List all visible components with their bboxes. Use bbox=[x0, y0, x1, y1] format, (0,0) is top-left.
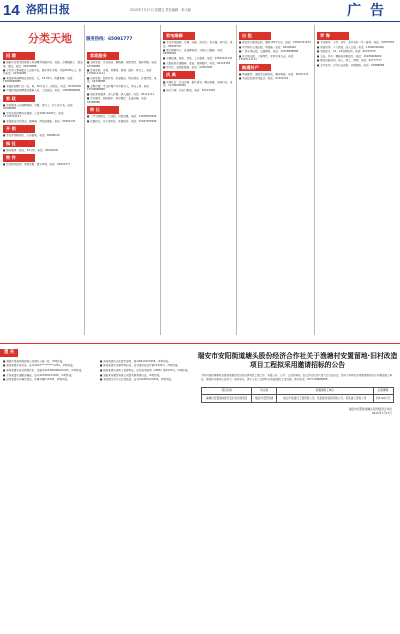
list-item: ■ 洁美家政：专业保洁、擦玻璃、地毯清洗、瓷砖美缝。电话：63358888 bbox=[87, 61, 159, 68]
column-5 bbox=[317, 30, 398, 340]
column-1 bbox=[3, 50, 83, 340]
category-heading: 转 让 bbox=[87, 106, 119, 114]
list-item: ■ 洛阳市某某商贸有限公司遗失公章一枚，声明作废。 bbox=[3, 359, 65, 363]
list-item: ■ 家佳家政：月嫂、育婴师、保姆、陪护、钟点工。电话：13949111111 bbox=[87, 69, 154, 76]
list-item: ■ 专业家电维修：空调、冰箱、洗衣机、热水器、燃气灶。电话：65095555 bbox=[163, 41, 233, 48]
tender-notice bbox=[195, 338, 400, 634]
category-heading: 招 聘 bbox=[3, 52, 35, 60]
notice-table bbox=[201, 387, 394, 403]
notice-title: 瑞安市安阳街道塘头股份经济合作社关于渔塘村安置留地·旧村改造项目工程拟采用邀请招标的公告 bbox=[197, 352, 398, 370]
list-item: ■ 金牌月嫂：专业护理产妇及新生儿，持证上岗。电话：15538888888 bbox=[87, 84, 152, 92]
table-row bbox=[202, 395, 394, 403]
list-item: ■ 二手空调转让，九成新，价格优惠。电话：13838383838 bbox=[87, 115, 157, 119]
list-item: ■ 平城经销商招聘售后维修人员，工资面议。电话：13608888888 bbox=[3, 89, 81, 93]
table-cell: 浙江中某建设工程有限公司、某某建设集团有限公司、某某建工有限公司 bbox=[277, 395, 374, 403]
divider bbox=[314, 25, 315, 335]
list-item: ■ 驾校招生：C1、C2驾照培训。电话：65333333 bbox=[317, 50, 376, 54]
category-heading: 开 锁 bbox=[3, 125, 35, 133]
banner-phone: 服务热线：65091777 bbox=[86, 37, 133, 42]
list-item: ■ 联合维修中心：各品牌电视、空调上门维修。电话：63889999 bbox=[163, 49, 225, 56]
category-heading: 学 海 bbox=[317, 32, 349, 40]
list-item: ■ 洛阳市正星清洗有限公司诚聘清洗操作员、安装、空调维修工、保洁等，面议。电话：65258888 bbox=[3, 61, 83, 68]
list-item: ■ 写字楼办公室出租，带装修。电话：65000000 bbox=[239, 45, 296, 49]
table-header: 所在地 bbox=[252, 387, 277, 395]
newspaper-name: 洛阳日报 bbox=[26, 3, 70, 16]
list-item: ■ 某某商场诚聘营业员数名，女，18-35岁，待遇优厚，电话：13838888888 bbox=[3, 76, 75, 84]
table-cell: 渔塘村安置留地建设及旧村改造项目 bbox=[202, 395, 252, 403]
list-item: ■ 杨某某遗失国有土地使用证，证号洛市国用（2008）第0123号，声明作废。 bbox=[100, 369, 191, 373]
category-heading: 殡 仪 bbox=[3, 140, 35, 148]
category-heading: 出 租 bbox=[239, 32, 271, 40]
lost-list bbox=[0, 357, 195, 627]
list-item: ■ 住宅楼出租，三室两厅，家具家电齐全。电话：13525111111 bbox=[239, 54, 296, 62]
list-item: ■ 宁宇家入事诚招业人员若干名，要求男女不限，月薪3500以上，联系电话：62356688 bbox=[3, 69, 82, 76]
list-item: ■ 居家养老服务：老人护理、病人陪护。电话：65111111 bbox=[87, 92, 155, 96]
table-header: 拟邀请施工单位 bbox=[277, 387, 374, 395]
list-item: ■ 会计培训：会计从业资格、初级职称。电话：63888888 bbox=[317, 63, 385, 67]
list-item: ■ 庆典礼仪：开业庆典、婚礼策划、舞台搭建、音响灯光。电话：13700000000 bbox=[163, 80, 233, 87]
column-2 bbox=[87, 50, 159, 340]
list-item: ■ 专业搬家：居民搬家、单位搬迁、长途运输。电话：63288888 bbox=[87, 97, 149, 104]
category-heading: 遗 失 bbox=[0, 349, 18, 357]
banner-title: 分类天地 bbox=[28, 32, 72, 45]
table-header-row bbox=[202, 387, 394, 395]
category-heading: 家政服务 bbox=[87, 52, 119, 60]
list-item: ■ 英语培训：少儿英语、成人口语。电话：13800000000 bbox=[317, 45, 384, 49]
classified-banner bbox=[28, 32, 138, 47]
list-item: ■ 家庭保洁开荒保洁、擦玻璃、清洗油烟机。电话：63981234 bbox=[3, 119, 76, 123]
list-item: ■ 陈某某遗失房屋所有权证，证号洛房权证字第12345号，声明作废。 bbox=[100, 364, 181, 368]
page-header bbox=[0, 0, 400, 22]
list-item: ■ 老城区招聘门卫一名，男，50岁以下，包吃住。电话：65320000 bbox=[3, 84, 81, 88]
section-title: 广 告 bbox=[347, 3, 386, 19]
lost-notices bbox=[0, 349, 195, 627]
list-item: ■ 职业技能培训：电工、焊工、厨师。电话：62777777 bbox=[317, 59, 382, 63]
notice-signature: 瑞安市安阳街道塘头股份经济合作社 2015年7月17日 bbox=[349, 406, 392, 415]
list-item: ■ 家政服务公司诚聘保姆、月嫂、钟点工、护工若干名。电话：64998888 bbox=[3, 103, 75, 111]
table-cell: 约2700万元 bbox=[373, 395, 393, 403]
list-item: ■ 拱门气球、彩虹门租赁。电话：63123456 bbox=[163, 88, 215, 92]
list-item: ■ 店面转让，位于闹市区，客源稳定。电话：15937999999 bbox=[87, 119, 157, 123]
list-item: ■ 书法、美术、舞蹈培训班招生。电话：15936666666 bbox=[317, 54, 382, 58]
table-header: 项目名称 bbox=[202, 387, 252, 395]
table-header: 投资概算 bbox=[373, 387, 393, 395]
issue-meta: 2015年7月17日 星期五 责任编辑：李小丽 bbox=[130, 8, 191, 12]
list-item: ■ 平安家政招聘住家保姆，工资3000-5000元。电话：13703791111 bbox=[3, 111, 66, 119]
column-3 bbox=[163, 30, 235, 340]
category-heading: 路通抖户 bbox=[239, 64, 271, 72]
list-item: ■ 专业辅导：小学、初中、高中各科一对一辅导。电话：64555555 bbox=[317, 41, 395, 45]
list-item: ■ 燃气灶、油烟机维修。电话：64567890 bbox=[163, 66, 213, 70]
list-item: ■ 洛阳某某餐饮有限公司遗失税务登记证，声明作废。 bbox=[100, 373, 162, 377]
list-item: ■ 厂房仓库出租，交通便利。电话：15938888888 bbox=[239, 50, 299, 54]
category-heading: 家电维修 bbox=[163, 32, 195, 40]
divider bbox=[236, 25, 237, 335]
divider bbox=[160, 25, 161, 335]
list-item: ■ 李某某遗失营业执照正本，注册号410300000012345，声明作废。 bbox=[3, 369, 85, 373]
list-item: ■ 物流配货：洛阳至全国各地，整车零担。电话：65221111 bbox=[239, 72, 309, 76]
list-item: ■ 张某某遗失身份证，证号4103**********1234，声明作废。 bbox=[3, 364, 76, 368]
list-item: ■ 王某某遗失道路运输证，证号410302123456，声明作废。 bbox=[3, 373, 75, 377]
category-heading: 庆 典 bbox=[163, 71, 195, 79]
divider bbox=[84, 25, 85, 335]
list-item: ■ 某某遗失会计从业资格证，证号410305123456，声明作废。 bbox=[100, 378, 174, 382]
category-heading: 物 件 bbox=[3, 154, 35, 162]
page-number: 14 bbox=[3, 2, 20, 19]
list-item: ■ 商业街门面房出租，面积120平方米。电话：13603791234 bbox=[239, 41, 311, 45]
category-heading: 家 政 bbox=[3, 95, 35, 103]
list-item: ■ 殡仪服务一条龙，24小时。电话：65090000 bbox=[3, 148, 59, 152]
list-item: ■ 货运信息部专线直达。电话：63222222 bbox=[239, 77, 289, 81]
list-item: ■ 刘某某遗失出生医学证明，编号N410123456，声明作废。 bbox=[100, 359, 171, 363]
list-item: ■ 吉祥家政：新房开荒、家庭保洁、物业保洁、外墙清洗。电话：64338888 bbox=[87, 76, 157, 84]
list-item: ■ 专业开锁换锁芯，公安备案。电话：64888110 bbox=[3, 134, 60, 138]
list-item: ■ 空调加氟、移机、清洗，上门服务。电话：13592011111 bbox=[163, 56, 233, 60]
table-cell: 瑞安市安阳街道 bbox=[252, 395, 277, 403]
column-4 bbox=[239, 30, 313, 340]
list-item: ■ 赵某某遗失车辆行驶证，车牌号豫C12345，声明作废。 bbox=[3, 378, 70, 382]
notice-body: 为切实做好渔塘村安置留地建设及旧村改造项目工程工作，本着公开、公平、公正的原则，经合作社社员代表大会讨论决定，拟对下列项目采用邀请招标的方式确定施工单位。现将有关事项公告如下，如有异议，请于公告之日起5日内向街道纪工委反映。联系电话：0577-66888888。 bbox=[201, 374, 393, 382]
list-item: ■ 信息物件招领、寻物启事、遗失声明。电话：65091777 bbox=[3, 163, 71, 167]
list-item: ■ 太阳能热水器维修、安装、更换配件。电话：62123456 bbox=[163, 61, 231, 65]
